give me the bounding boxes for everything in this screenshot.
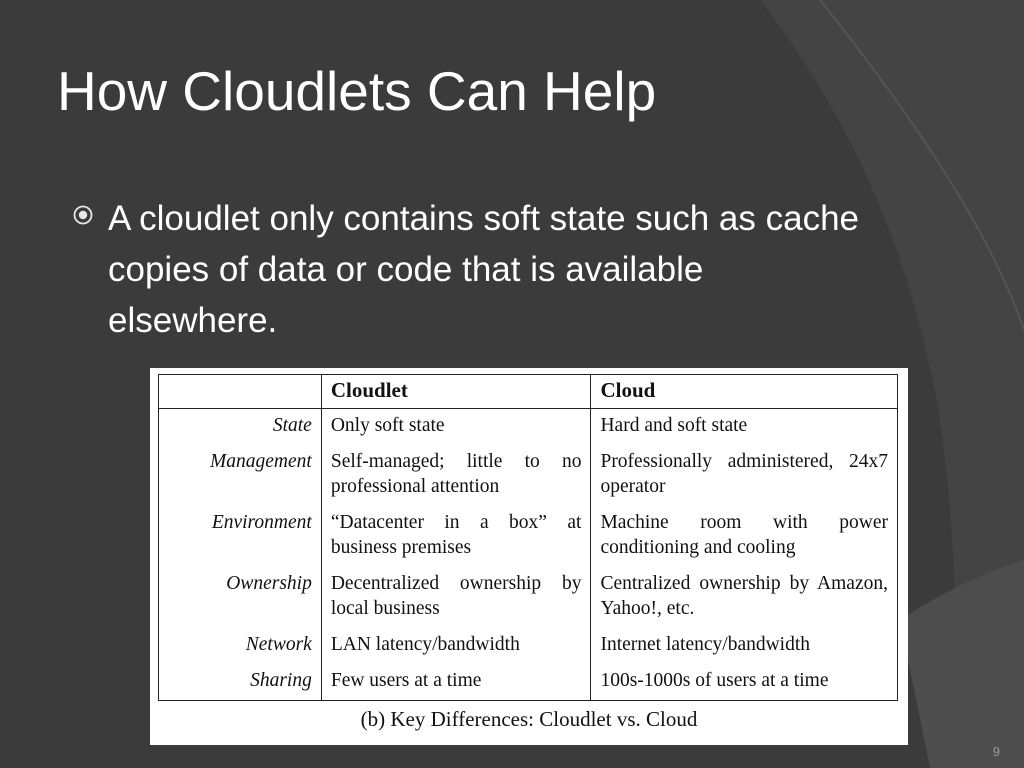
cloudlet-cell: LAN latency/bandwidth [321, 628, 591, 664]
row-attribute: Network [159, 628, 322, 664]
table-row [159, 567, 898, 628]
cloudlet-cell: “Datacenter in a box” at business premises [321, 506, 591, 567]
table-row [159, 445, 898, 506]
slide-title: How Cloudlets Can Help [57, 60, 657, 122]
table-row [159, 506, 898, 567]
table-row [159, 628, 898, 664]
row-attribute: State [159, 409, 322, 446]
comparison-figure [150, 368, 908, 745]
cloudlet-cell: Only soft state [321, 409, 591, 446]
bullet-text: A cloudlet only contains soft state such as cache copies of data or code that is available elsewhere. [108, 199, 859, 340]
cloud-cell: Professionally administered, 24x7 operator [591, 445, 898, 506]
row-attribute: Ownership [159, 567, 322, 628]
table-row [159, 664, 898, 701]
cloud-cell: Machine room with power conditioning and cooling [591, 506, 898, 567]
cloudlet-cell: Few users at a time [321, 664, 591, 701]
header-cloud: Cloud [591, 375, 898, 409]
page-number: 9 [992, 744, 1000, 759]
row-attribute: Environment [159, 506, 322, 567]
cloud-cell: Centralized ownership by Amazon, Yahoo!, etc. [591, 567, 898, 628]
cloudlet-cell: Self-managed; little to no professional attention [321, 445, 591, 506]
table-row [159, 409, 898, 446]
cloud-cell: Hard and soft state [591, 409, 898, 446]
circled-dot-icon [72, 204, 94, 226]
cloud-cell: 100s-1000s of users at a time [591, 664, 898, 701]
figure-caption: (b) Key Differences: Cloudlet vs. Cloud [360, 707, 698, 731]
header-cloudlet: Cloudlet [321, 375, 591, 409]
cloudlet-cell: Decentralized ownership by local business [321, 567, 591, 628]
row-attribute: Sharing [159, 664, 322, 701]
table-header-row [159, 375, 898, 409]
bullet-point [72, 193, 862, 346]
cloud-cell: Internet latency/bandwidth [591, 628, 898, 664]
header-attribute [159, 375, 322, 409]
comparison-table [158, 374, 898, 701]
row-attribute: Management [159, 445, 322, 506]
